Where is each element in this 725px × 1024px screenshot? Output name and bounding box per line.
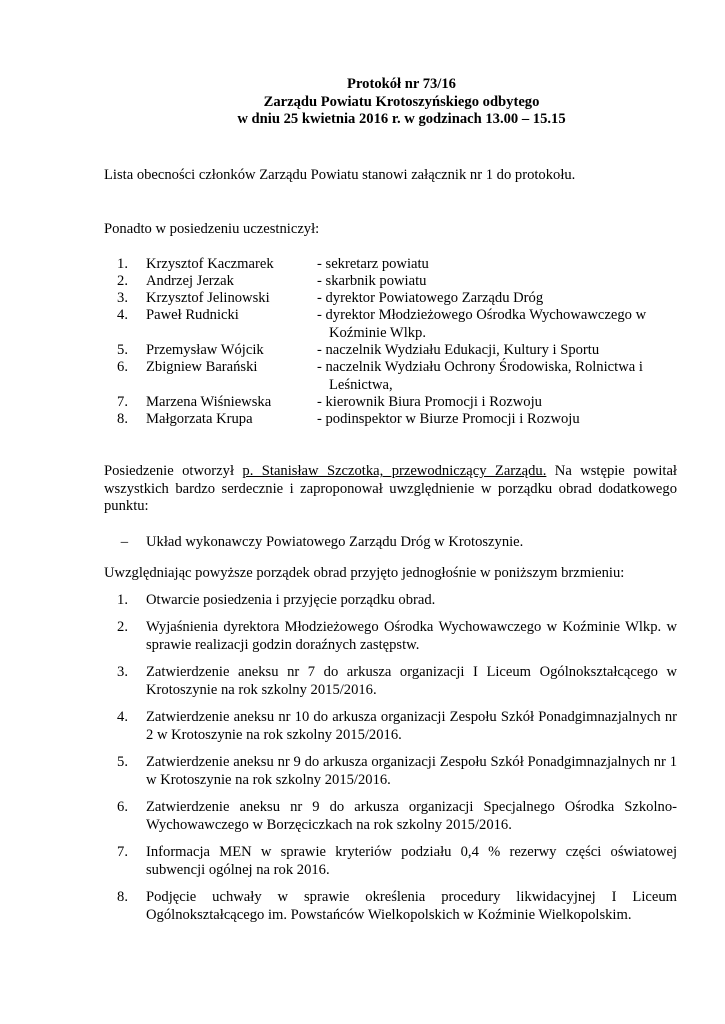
chairman-name: p. Stanisław Szczotka, przewodniczący Zarządu. [242, 463, 547, 480]
participant-item [104, 290, 677, 307]
participant-item [104, 359, 677, 394]
additional-agenda-item [104, 534, 677, 552]
agenda-item [104, 618, 677, 654]
agenda-item [104, 888, 677, 924]
participant-role [317, 342, 677, 359]
participant-item [104, 411, 677, 428]
agenda-text: Zatwierdzenie aneksu nr 10 do arkusza organizacji Zespołu Szkół Ponadgimnazjalnych nr 2 w Krotoszynie na rok szkolny 2015/2016. [146, 708, 677, 743]
opening-paragraph [104, 463, 677, 516]
agenda-number: 1. [117, 591, 128, 608]
participant-role-text: - dyrektor Powiatowego Zarządu Dróg [317, 290, 544, 307]
agenda-number: 7. [117, 843, 128, 860]
participant-role-text: - podinspektor w Biurze Promocji i Rozwoju [317, 411, 580, 428]
agenda-text: Podjęcie uchwały w sprawie określenia procedury likwidacyjnej I Liceum Ogólnokształcącego im. Powstańców Wielkopolskich w Koźminie Wielkopolskim. [146, 888, 677, 923]
attendance-note: Lista obecności członków Zarządu Powiatu stanowi załącznik nr 1 do protokołu. [104, 166, 576, 183]
participant-number: 3. [117, 290, 128, 307]
title-line-date: w dniu 25 kwietnia 2016 r. w godzinach 13.00 – 15.15 [237, 111, 566, 127]
agenda-item [104, 753, 677, 789]
additional-item-text: Układ wykonawczy Powiatowego Zarządu Dróg w Krotoszynie. [146, 533, 524, 550]
participant-role [317, 273, 677, 290]
participant-role [317, 307, 677, 342]
participant-number: 4. [117, 307, 128, 324]
participant-role-text: - dyrektor Młodzieżowego Ośrodka Wychowawczego w [317, 307, 647, 324]
agenda-text: Zatwierdzenie aneksu nr 9 do arkusza organizacji Zespołu Szkół Ponadgimnazjalnych nr 1 w Krotoszynie na rok szkolny 2015/2016. [146, 753, 677, 788]
participant-role-text: - skarbnik powiatu [317, 272, 427, 289]
participant-name: Zbigniew Barański [146, 359, 258, 376]
participants-list [104, 256, 677, 429]
participant-role-text: - naczelnik Wydziału Edukacji, Kultury i Sportu [317, 341, 600, 358]
opening-text-after: Na wstępie powitał wszystkich bardzo serdecznie i zaproponował uwzględnienie w porządku obrad dodatkowego punktu: [104, 463, 677, 515]
participant-item [104, 307, 677, 342]
participant-number: 2. [117, 272, 128, 289]
participant-role-text: - kierownik Biura Promocji i Rozwoju [317, 393, 542, 410]
participants-intro: Ponadto w posiedzeniu uczestniczył: [104, 221, 320, 237]
participant-role-text: - naczelnik Wydziału Ochrony Środowiska, Rolnictwa i [317, 359, 643, 376]
participant-name: Krzysztof Jelinowski [146, 290, 270, 307]
participant-item [104, 394, 677, 411]
agenda-item [104, 663, 677, 699]
agenda-item [104, 798, 677, 834]
participant-item [104, 256, 677, 273]
participant-name: Paweł Rudnicki [146, 307, 239, 324]
participant-number: 5. [117, 341, 128, 358]
agenda-number: 5. [117, 753, 128, 770]
participant-number: 7. [117, 393, 128, 410]
participant-item [104, 273, 677, 290]
participant-role [317, 290, 677, 307]
participant-role [317, 394, 677, 411]
dash-bullet: – [120, 533, 128, 550]
agenda-number: 8. [117, 888, 128, 905]
agenda-item [104, 708, 677, 744]
participant-name: Andrzej Jerzak [146, 272, 234, 289]
agenda-list [104, 591, 677, 924]
title-line-board: Zarządu Powiatu Krotoszyńskiego odbytego [263, 93, 540, 110]
opening-text-before: Posiedzenie otworzył [104, 463, 243, 480]
agenda-number: 4. [117, 708, 128, 725]
agenda-number: 3. [117, 663, 128, 680]
participant-role [317, 256, 677, 273]
participant-name: Krzysztof Kaczmarek [146, 255, 274, 272]
agenda-text: Informacja MEN w sprawie kryteriów podziału 0,4 % rezerwy części oświatowej subwencji ogólnej na rok 2016. [146, 843, 677, 878]
participant-name: Marzena Wiśniewska [146, 393, 272, 410]
agenda-text: Otwarcie posiedzenia i przyjęcie porządku obrad. [146, 591, 436, 608]
agenda-item [104, 591, 677, 609]
participant-number: 1. [117, 255, 128, 272]
participant-role-continuation: Leśnictwa, [329, 376, 393, 393]
participant-number: 6. [117, 359, 128, 376]
agenda-text: Wyjaśnienia dyrektora Młodzieżowego Ośrodka Wychowawczego w Koźminie Wlkp. w sprawie realizacji godzin doraźnych zastępstw. [146, 618, 677, 653]
participant-item [104, 342, 677, 359]
agenda-number: 6. [117, 798, 128, 815]
agenda-text: Zatwierdzenie aneksu nr 7 do arkusza organizacji I Liceum Ogólnokształcącego w Krotoszynie na rok szkolny 2015/2016. [146, 663, 677, 698]
participant-number: 8. [117, 411, 128, 428]
document-title [126, 76, 677, 129]
participant-role-text: - sekretarz powiatu [317, 255, 429, 272]
participant-role-continuation: Koźminie Wlkp. [329, 324, 427, 341]
agenda-item [104, 843, 677, 879]
participant-role [317, 359, 677, 394]
document-page [104, 76, 677, 933]
title-line-protocol-number: Protokół nr 73/16 [347, 76, 456, 92]
agenda-number: 2. [117, 618, 128, 635]
participant-name: Małgorzata Krupa [146, 411, 253, 428]
participant-name: Przemysław Wójcik [146, 341, 264, 358]
agenda-intro: Uwzględniając powyższe porządek obrad przyjęto jednogłośnie w poniższym brzmieniu: [104, 565, 625, 582]
participant-role [317, 411, 677, 428]
agenda-text: Zatwierdzenie aneksu nr 9 do arkusza organizacji Specjalnego Ośrodka Szkolno-Wychowawczego w Borzęciczkach na rok szkolny 2015/2016. [146, 798, 677, 833]
